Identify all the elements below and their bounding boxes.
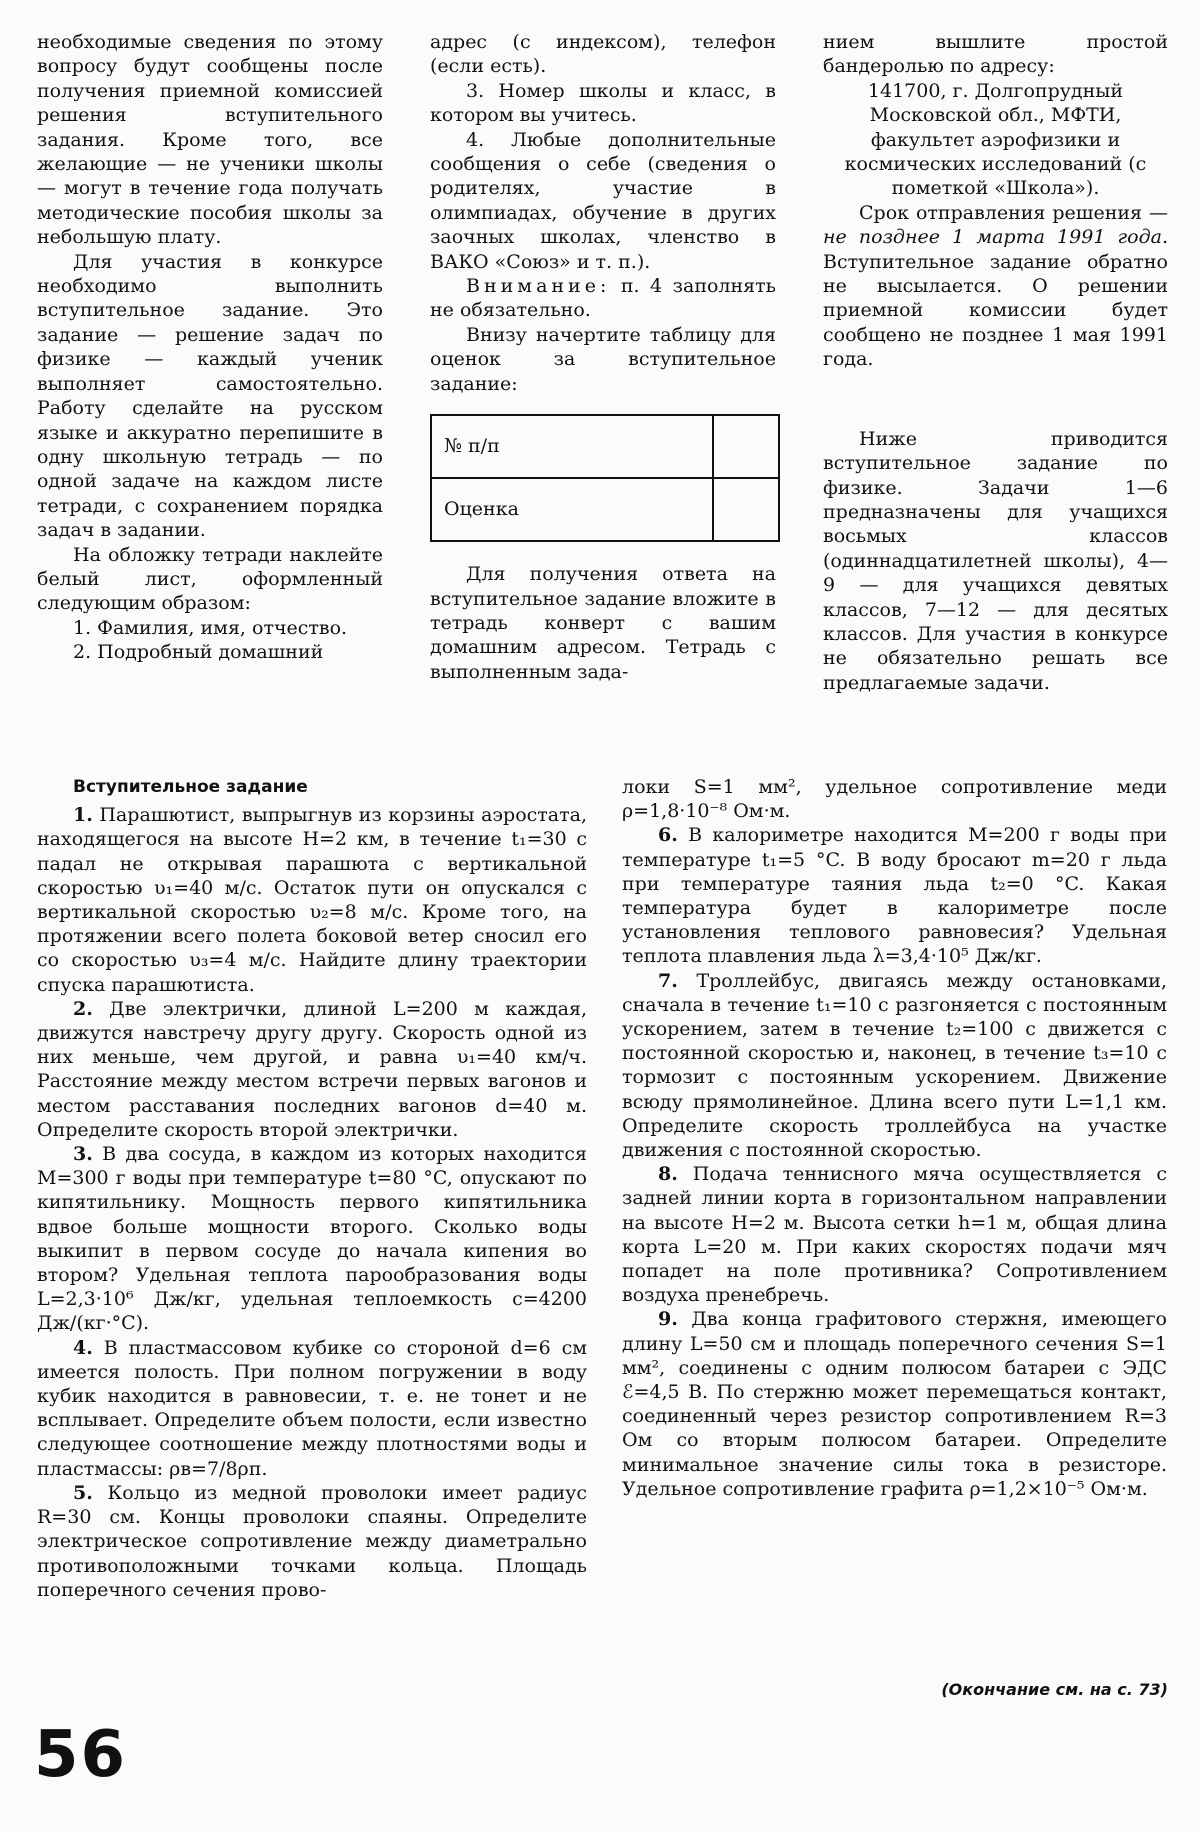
problem — [622, 1307, 1167, 1501]
problem — [622, 1162, 1167, 1307]
grade-table-blank-cell — [713, 415, 779, 478]
intro-list-item: 3. Номер школы и класс, в котором вы учитесь. — [430, 79, 776, 127]
problem — [37, 1142, 587, 1336]
problem-number: 4. — [73, 1336, 93, 1359]
deadline-text: Срок отправления решения — — [859, 201, 1168, 224]
deadline-paragraph — [823, 201, 1168, 372]
intro-paragraph: адрес (с индексом), телефон (если есть). — [430, 31, 776, 78]
grade-table-blank-cell — [713, 478, 779, 541]
grade-table-row — [431, 478, 779, 541]
grade-table-row — [431, 415, 779, 478]
intro-paragraph: На обложку тетради наклейте белый лист, оформленный следующим образом: — [37, 543, 383, 615]
problem — [622, 823, 1167, 968]
problem-text: Две электрички, длиной L=200 м каждая, движутся навстречу другу другу. Скорость одной из них меньше, чем другой, и равна υ₁=40 км/ч. Расстояние между местом встречи первых вагонов и местом расставания последних вагонов d=40 м. Определите скорость второй электрички. — [37, 997, 587, 1141]
deadline-date: не позднее 1 марта 1991 года — [823, 226, 1162, 249]
intro-list-item: 4. Любые дополнительные сообщения о себе (сведения о родителях, участие в олимпиадах, обучение в других заочных школах, членство в ВАКО «Союз» и т. п.). — [430, 128, 776, 273]
intro-list-item: 1. Фамилия, имя, отчество. — [73, 616, 348, 639]
problem-number: 1. — [73, 804, 93, 827]
intro-paragraph: Для получения ответа на вступительное задание вложите в тетрадь конверт с вашим домашним адресом. Тетрадь с выполненным зада- — [430, 563, 776, 683]
problem — [37, 1481, 587, 1602]
attention-note — [430, 274, 776, 323]
problem-text: В пластмассовом кубике со стороной d=6 см имеется полость. При полном погружении в воду кубик находится в равновесии, т. е. не тонет и не всплывает. Определите объем полости, если известно следующее соотношение между плотностями воды и пластмассы: ρв=7/8ρп. — [37, 1336, 587, 1480]
intro-column-2 — [430, 30, 776, 684]
problem-number: 6. — [658, 824, 678, 847]
intro-column-1 — [37, 30, 383, 665]
problem-continuation: локи S=1 мм², удельное сопротивление меди ρ=1,8·10⁻⁸ Ом·м. — [622, 776, 1167, 823]
problem-number: 9. — [658, 1308, 678, 1331]
deadline-text: . Вступительное задание обратно не высылается. О решении приемной комиссии будет сообщено не позднее 1 мая 1991 года. — [823, 226, 1168, 371]
problem-text: В два сосуда, в каждом из которых находится M=300 г воды при температуре t=80 °C, опускают по кипятильнику. Мощность первого кипятильника вдвое больше мощности второго. Сколько воды выкипит в первом сосуде до начала кипения во втором? Удельная теплота парообразования воды L=2,3·10⁶ Дж/кг, удельная теплоемкость c=4200 Дж/(кг·°C). — [37, 1143, 587, 1335]
problem — [37, 803, 587, 997]
intro-column-3 — [823, 30, 1168, 695]
problem-text: Два конца графитового стержня, имеющего длину L=50 см и площадь поперечного сечения S=1 мм², соединены с одним полюсом батареи с ЭДС ℰ=4,5 В. По стержню может перемещаться контакт, соединенный через резистор сопротивлением R=3 Ом со вторым полюсом батареи. Определите минимальное значение силы тока в резисторе. Удельное сопротивление графита ρ=1,2×10⁻⁵ Ом·м. — [622, 1308, 1168, 1500]
intro-paragraph: Внизу начертите таблицу для оценок за вступительное задание: — [430, 323, 776, 395]
intro-paragraph: Ниже приводится вступительное задание по физике. Задачи 1—6 предназначены для учащихся восьмых классов (одиннадцатилетней школы), 4—9 — для учащихся девятых классов, 7—12 — для десятых классов. Для участия в конкурсе не обязательно решать все предлагаемые задачи. — [823, 427, 1168, 694]
grade-table-label: Оценка — [431, 478, 713, 541]
intro-paragraph: необходимые сведения по этому вопросу будут сообщены после получения приемной комиссией решения вступительного задания. Кроме того, все желающие — не ученики школы — могут в течение года получать методические пособия школы за небольшую плату. — [37, 31, 383, 249]
problem-number: 7. — [658, 969, 678, 992]
problem — [37, 1336, 587, 1481]
problem — [622, 969, 1167, 1163]
problem-number: 5. — [73, 1481, 93, 1504]
problem-text: Подача теннисного мяча осуществляется с задней линии корта в горизонтальном направлении на высоте H=2 м. Высота сетки h=1 м, общая длина корта L=20 м. При каких скоростях подачи мяч попадет на поле противника? Сопротивлением воздуха пренебречь. — [622, 1163, 1167, 1307]
section-title: Вступительное задание — [73, 777, 308, 797]
problem-number: 3. — [73, 1143, 93, 1166]
attention-text: п. 4 заполнять не обязательно. — [430, 275, 776, 322]
grade-table — [430, 414, 780, 542]
intro-paragraph: нием вышлите простой бандеролью по адресу: — [823, 31, 1168, 78]
problem-number: 2. — [73, 997, 93, 1020]
intro-paragraph: Для участия в конкурсе необходимо выполнить вступительное задание. Это задание — решение задач по физике — каждый ученик выполняет самостоятельно. Работу сделайте на русском языке и аккуратно перепишите в одну школьную тетрадь — по одной задаче на каждом листе тетради, с сохранением порядка задач в задании. — [37, 250, 383, 542]
attention-word: Внимание: — [466, 275, 611, 298]
task-column-right — [622, 775, 1167, 1501]
problem-text: В калориметре находится M=200 г воды при температуре t₁=5 °C. В воду бросают m=20 г льда при температуре таяния льда t₂=0 °C. Какая температура будет в калориметре после установления теплового равновесия? Удельная теплота плавления льда λ=3,4·10⁵ Дж/кг. — [622, 824, 1167, 968]
continuation-note: (Окончание см. на с. 73) — [941, 1680, 1168, 1699]
task-column-left — [37, 775, 587, 1602]
problem-text: Парашютист, выпрыгнув из корзины аэростата, находящегося на высоте H=2 км, в течение t₁=30 с падал не открывая парашюта с вертикальной скоростью υ₁=40 м/с. Остаток пути он опускался с вертикальной скоростью υ₂=8 м/с. Кроме того, на протяжении всего полета боковой ветер сносил его со скоростью υ₃=4 м/с. Найдите длину траектории спуска парашютиста. — [37, 804, 588, 996]
problem-text: Троллейбус, двигаясь между остановками, сначала в течение t₁=10 с разгоняется с постоянным ускорением, затем в течение t₂=100 с движется с постоянной скоростью и, наконец, в течение t₃=10 с тормозит с постоянным ускорением. Движение всюду прямолинейное. Длина всего пути L=1,1 км. Определите скорость троллейбуса на участке движения с постоянной скоростью. — [622, 969, 1167, 1162]
mailing-address: 141700, г. Долгопрудный Московской обл., МФТИ, факультет аэрофизики и космических исследований (с пометкой «Школа»). — [844, 79, 1147, 200]
intro-list-item: 2. Подробный домашний — [73, 641, 324, 664]
problem-number: 8. — [658, 1163, 678, 1186]
page-number: 56 — [34, 1718, 128, 1792]
grade-table-label: № п/п — [431, 415, 713, 478]
problem — [37, 997, 587, 1142]
problem-text: Кольцо из медной проволоки имеет радиус R=30 см. Концы проволоки спаяны. Определите электрическое сопротивление между диаметрально противоположными точками кольца. Площадь поперечного сечения прово- — [37, 1481, 587, 1601]
